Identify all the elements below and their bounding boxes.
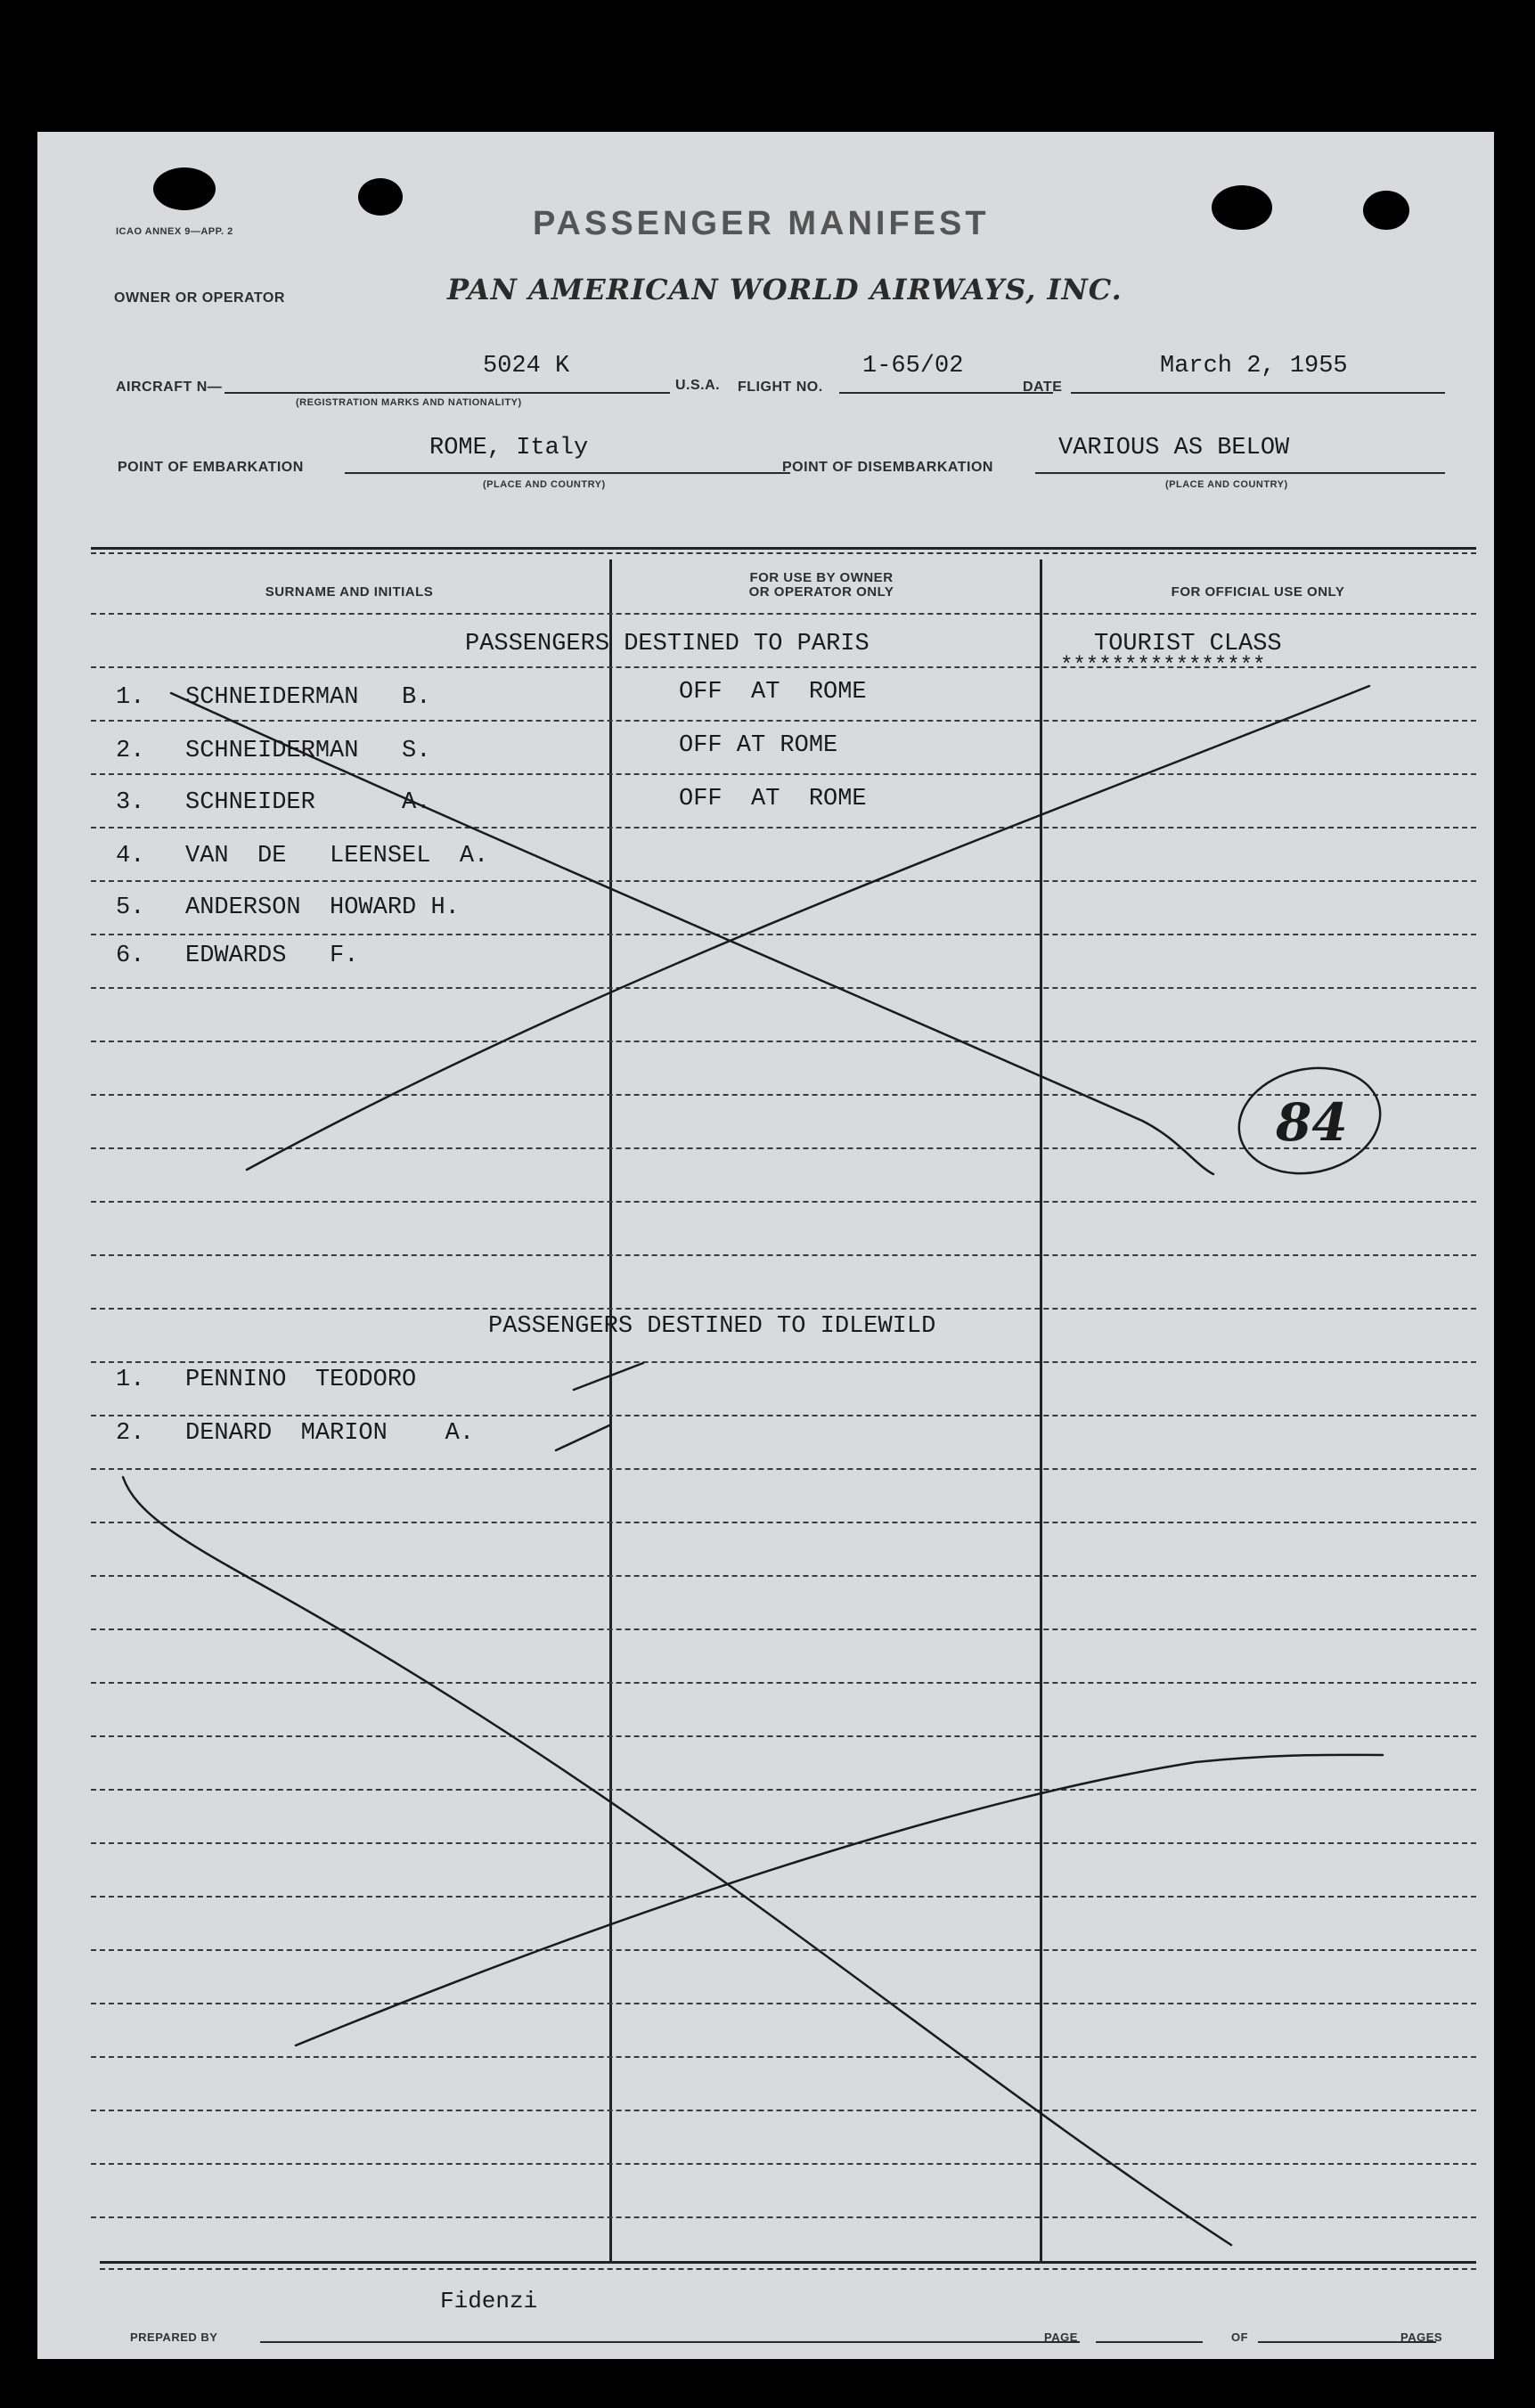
flight-value: 1-65/02 bbox=[862, 353, 964, 380]
passenger-row: 6. EDWARDS F. bbox=[116, 943, 359, 969]
passenger-name: DENARD MARION A. bbox=[185, 1420, 475, 1447]
owner-label: OWNER OR OPERATOR bbox=[114, 290, 285, 306]
passenger-row: 4. VAN DE LEENSEL A. bbox=[116, 843, 489, 869]
column-official-use-header: FOR OFFICIAL USE ONLY bbox=[1171, 584, 1345, 600]
paris-heading: PASSENGERS DESTINED TO PARIS bbox=[465, 631, 870, 657]
date-label: DATE bbox=[1023, 380, 1063, 395]
aircraft-label: AIRCRAFT N— bbox=[116, 380, 223, 395]
tick-mark bbox=[574, 1363, 643, 1390]
tourist-class-stars: **************** bbox=[1060, 654, 1266, 678]
pages-label: PAGES bbox=[1400, 2330, 1443, 2344]
passenger-name: VAN DE LEENSEL A. bbox=[185, 843, 489, 869]
circled-number: 84 bbox=[1276, 1092, 1348, 1153]
passenger-name: ANDERSON HOWARD H. bbox=[185, 894, 460, 921]
page-title: PASSENGER MANIFEST bbox=[533, 205, 990, 242]
form-reference: ICAO ANNEX 9—APP. 2 bbox=[116, 226, 233, 237]
date-value: March 2, 1955 bbox=[1160, 353, 1348, 380]
column-surname-header: SURNAME AND INITIALS bbox=[265, 584, 434, 600]
passenger-name: EDWARDS F. bbox=[185, 943, 359, 969]
passenger-row: 1. SCHNEIDERMAN B. bbox=[116, 684, 431, 711]
idlewild-heading: PASSENGERS DESTINED TO IDLEWILD bbox=[488, 1313, 936, 1340]
aircraft-sublabel: (REGISTRATION MARKS AND NATIONALITY) bbox=[296, 397, 522, 408]
embarkation-value: ROME, Italy bbox=[429, 435, 589, 461]
passenger-note: OFF AT ROME bbox=[679, 786, 867, 812]
passenger-name: SCHNEIDER A. bbox=[185, 789, 431, 816]
disembarkation-sublabel: (PLACE AND COUNTRY) bbox=[1165, 479, 1288, 490]
disembarkation-label: POINT OF DISEMBARKATION bbox=[782, 460, 993, 475]
passenger-row: 2. SCHNEIDERMAN S. bbox=[116, 738, 431, 764]
prepared-by-label: PREPARED BY bbox=[130, 2330, 218, 2344]
passenger-row: 3. SCHNEIDER A. bbox=[116, 789, 431, 816]
of-label: OF bbox=[1231, 2330, 1249, 2344]
tick-mark bbox=[556, 1425, 609, 1450]
passenger-row: 5. ANDERSON HOWARD H. bbox=[116, 894, 460, 921]
operator-name: PAN AMERICAN WORLD AIRWAYS, INC. bbox=[447, 273, 1123, 306]
passenger-row: 1. PENNINO TEODORO bbox=[116, 1367, 417, 1393]
column-owner-use-header-2: OR OPERATOR ONLY bbox=[748, 584, 894, 600]
manifest-sheet bbox=[37, 132, 1494, 2359]
strike-line bbox=[296, 1755, 1383, 2045]
tourist-class-label: TOURIST CLASS bbox=[1094, 631, 1282, 657]
passenger-name: SCHNEIDERMAN S. bbox=[185, 738, 431, 764]
flight-label: FLIGHT NO. bbox=[738, 380, 823, 395]
strike-line bbox=[247, 686, 1369, 1170]
disembarkation-value: VARIOUS AS BELOW bbox=[1058, 435, 1290, 461]
strike-line bbox=[171, 693, 1213, 1174]
aircraft-value: 5024 K bbox=[483, 353, 570, 380]
strike-line bbox=[123, 1477, 1231, 2245]
page-label: PAGE bbox=[1044, 2330, 1078, 2344]
column-owner-use-header-1: FOR USE BY OWNER bbox=[749, 570, 894, 585]
embarkation-label: POINT OF EMBARKATION bbox=[118, 460, 304, 475]
passenger-note: OFF AT ROME bbox=[679, 679, 867, 706]
passenger-name: PENNINO TEODORO bbox=[185, 1367, 417, 1393]
nationality-label: U.S.A. bbox=[675, 378, 721, 393]
handwritten-marks bbox=[37, 132, 1494, 2359]
passenger-row: 2. DENARD MARION A. bbox=[116, 1420, 475, 1447]
prepared-by-value: Fidenzi bbox=[440, 2288, 538, 2314]
passenger-note: OFF AT ROME bbox=[679, 732, 838, 759]
embarkation-sublabel: (PLACE AND COUNTRY) bbox=[483, 479, 606, 490]
passenger-name: SCHNEIDERMAN B. bbox=[185, 684, 431, 711]
